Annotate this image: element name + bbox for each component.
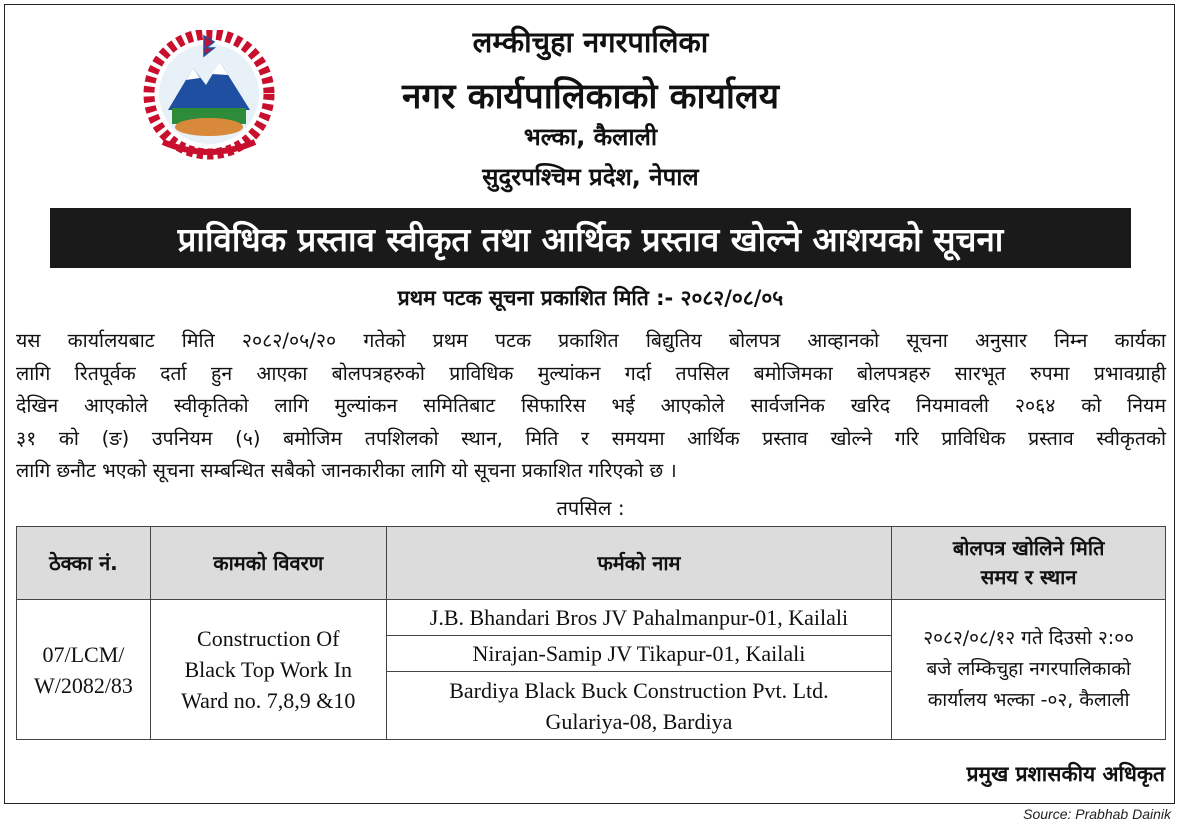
opening-line: २०८२/०८/१२ गते दिउसो २:०० — [923, 627, 1134, 649]
signoff-title: प्रमुख प्रशासकीय अधिकृत — [966, 762, 1165, 786]
office-name: नगर कार्यपालिकाको कार्यालय — [401, 77, 780, 117]
publication-date: प्रथम पटक सूचना प्रकाशित मिति :- २०८२/०८/०५ — [397, 286, 784, 310]
table-row — [17, 600, 1166, 636]
source-credit: Source: Prabhab Dainik — [1023, 806, 1171, 822]
opening-details-cell — [892, 600, 1166, 740]
header-opening-line: समय र स्थान — [980, 565, 1077, 589]
body-line: देखिन आएकोले स्वीकृतिको लागि मुल्यांकन समितिबाट सिफारिस भई आएकोले सार्वजनिक खरिद नियमावली २०६४ को नियम — [16, 394, 1166, 417]
notice-title-banner — [50, 208, 1131, 268]
office-location: भल्का, कैलाली — [523, 123, 658, 151]
header-contract-no: ठेक्का नं. — [17, 527, 151, 600]
work-line: Ward no. 7,8,9 &10 — [181, 688, 356, 713]
details-label: तपसिल : — [556, 496, 625, 520]
municipality-name: लम्कीचुहा नगरपालिका — [472, 25, 709, 59]
body-line: यस कार्यालयबाट मिति २०८२/०५/२० गतेको प्रथम पटक प्रकाशित बिद्युतिय बोलपत्र आव्हानको सूचना अनुसार निम्न कार्यका — [16, 329, 1166, 352]
header-firm-name: फर्मको नाम — [386, 527, 892, 600]
firm-name-cell: Nirajan-Samip JV Tikapur-01, Kailali — [386, 636, 892, 672]
body-line: ३१ को (ङ) उपनियम (५) बमोजिम तपशिलको स्थान, मिति र समयमा आर्थिक प्रस्ताव खोल्ने गरि प्राविधिक प्रस्ताव स्वीकृतको — [16, 426, 1166, 450]
firm-name-cell — [386, 672, 892, 740]
firm-name-line: Bardiya Black Buck Construction Pvt. Ltd. — [449, 677, 829, 703]
header-work-description: कामको विवरण — [150, 527, 386, 600]
table-header-row — [17, 527, 1166, 600]
body-line: लागि रितपूर्वक दर्ता हुन आएका बोलपत्रहरुको प्राविधिक मुल्यांकन गर्दा तपसिल बमोजिमका बोलपत्रहरु सारभूत रुपमा प्रभावग्राही — [16, 361, 1166, 385]
work-line: Construction Of — [197, 626, 340, 651]
opening-line: कार्यालय भल्का -०२, कैलाली — [927, 689, 1130, 711]
contract-no-cell — [17, 600, 151, 740]
notice-body — [16, 325, 1166, 488]
notice-title: प्राविधिक प्रस्ताव स्वीकृत तथा आर्थिक प्रस्ताव खोल्ने आशयको सूचना — [177, 219, 1004, 259]
work-description-cell — [150, 600, 386, 740]
body-line: लागि छनौट भएको सूचना सम्बन्धित सबैको जानकारीका लागि यो सूचना प्रकाशित गरिएको छ । — [16, 459, 677, 482]
work-line: Black Top Work In — [184, 657, 353, 682]
details-table — [16, 526, 1166, 740]
contract-no-line: 07/LCM/ — [42, 641, 125, 667]
province-country: सुदुरपश्चिम प्रदेश, नेपाल — [482, 163, 699, 191]
opening-line: बजे लम्किचुहा नगरपालिकाको — [926, 658, 1131, 680]
header-opening-line: बोलपत्र खोलिने मिति — [952, 536, 1105, 560]
firm-name-line: Gulariya-08, Bardiya — [545, 708, 733, 734]
header-opening-datetime-place — [892, 527, 1166, 600]
firm-name-cell: J.B. Bhandari Bros JV Pahalmanpur-01, Kailali — [386, 600, 892, 636]
contract-no-line: W/2082/83 — [33, 672, 133, 698]
